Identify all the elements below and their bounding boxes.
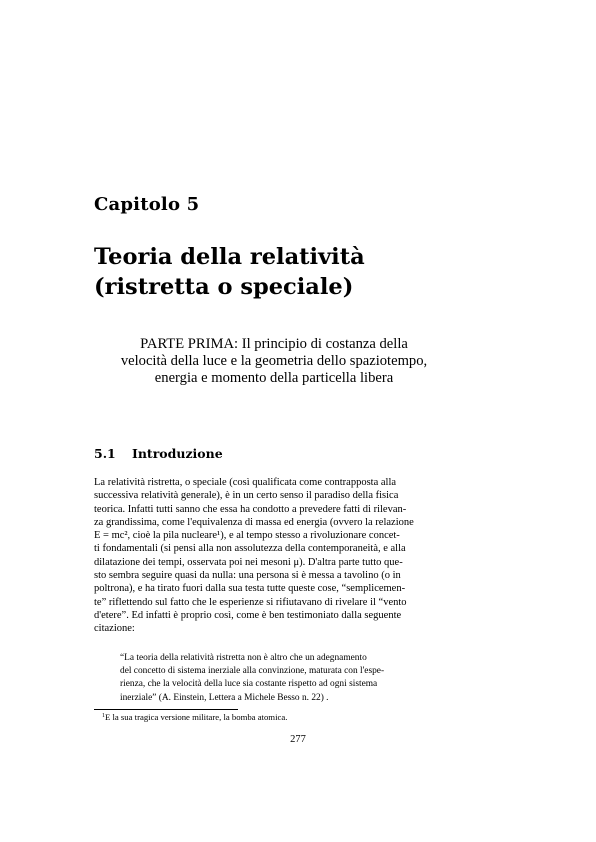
body-line-text: teorica. Infatti tutti sanno che essa ha condotto a prevedere fatti di rilevan- [94,503,407,515]
body-line [94,556,454,569]
section-heading [94,446,223,461]
part-heading-line: velocità della luce e la geometria dello spaziotempo, [120,353,428,369]
block-quote [120,652,426,705]
chapter-title-line: (ristretta o speciale) [94,274,354,300]
footnote-text: E la sua tragica versione militare, la bomba atomica. [105,712,288,722]
body-line-text: citazione: [94,623,135,635]
body-line-text: ti fondamentali (si pensi alla non assolutezza della contemporaneità, e alla [94,543,406,555]
chapter-label: Capitolo 5 [94,194,200,215]
quote-line [120,692,426,705]
body-line-text: dilatazione dei tempi, osservata poi nei mesoni μ). D'altra parte tutto que- [94,556,403,568]
body-line [94,516,454,529]
body-line-text: sto sembra seguire quasi da nulla: una persona si è messa a tavolino (o in [94,570,401,582]
body-line-text: d'etere”. Ed infatti è proprio così, come è ben testimoniato dalla seguente [94,609,402,621]
body-line [94,582,454,595]
body-line [94,542,454,555]
footnote-marker: 1 [102,713,105,719]
body-line-text: za grandissima, come l'equivalenza di massa ed energia (ovvero la relazione [94,516,414,528]
body-line-text: te” riflettendo sul fatto che le esperienze si rifiutavano di rivelare il “vento [94,596,407,608]
footnote-rule [94,709,238,710]
footnote [102,712,287,722]
body-line [94,489,454,502]
body-line [94,622,454,635]
body-line-text: E = mc², cioè la pila nucleare¹), e al tempo stesso a rivoluzionare concet- [94,530,400,542]
section-number: 5.1 [94,446,116,461]
body-line-text: poltrona), e ha tirato fuori dalla sua testa tutte queste cose, “semplicemen- [94,583,406,595]
part-heading [94,336,454,387]
body-line [94,529,454,542]
part-heading-line: energia e momento della particella libera [154,370,394,386]
body-paragraph [94,476,454,636]
quote-line [120,678,426,691]
page-number: 277 [290,734,306,745]
part-heading-line: PARTE PRIMA: Il principio di costanza della [140,336,408,352]
body-line-text: La relatività ristretta, o speciale (così qualificata come contrapposta alla [94,477,397,488]
chapter-title-line: Teoria della relatività [94,244,365,270]
quote-line-text: del concetto di sistema inerziale alla convinzione, maturata con l'espe- [120,666,385,677]
body-line-text: successiva relatività generale), è in un certo senso il paradiso della fisica [94,490,399,502]
section-title: Introduzione [132,446,223,461]
body-line [94,596,454,609]
quote-line-text: inerziale” (A. Einstein, Lettera a Michele Besso n. 22) . [120,692,329,703]
quote-line [120,652,426,665]
chapter-title [94,242,514,302]
quote-line-text: rienza, che la velocità della luce sia costante rispetto ad ogni sistema [120,679,378,690]
quote-line [120,665,426,678]
body-line [94,609,454,622]
body-line [94,569,454,582]
body-line [94,503,454,516]
quote-line-text: “La teoria della relatività ristretta non è altro che un adegnamento [120,653,367,663]
body-line [94,476,454,489]
